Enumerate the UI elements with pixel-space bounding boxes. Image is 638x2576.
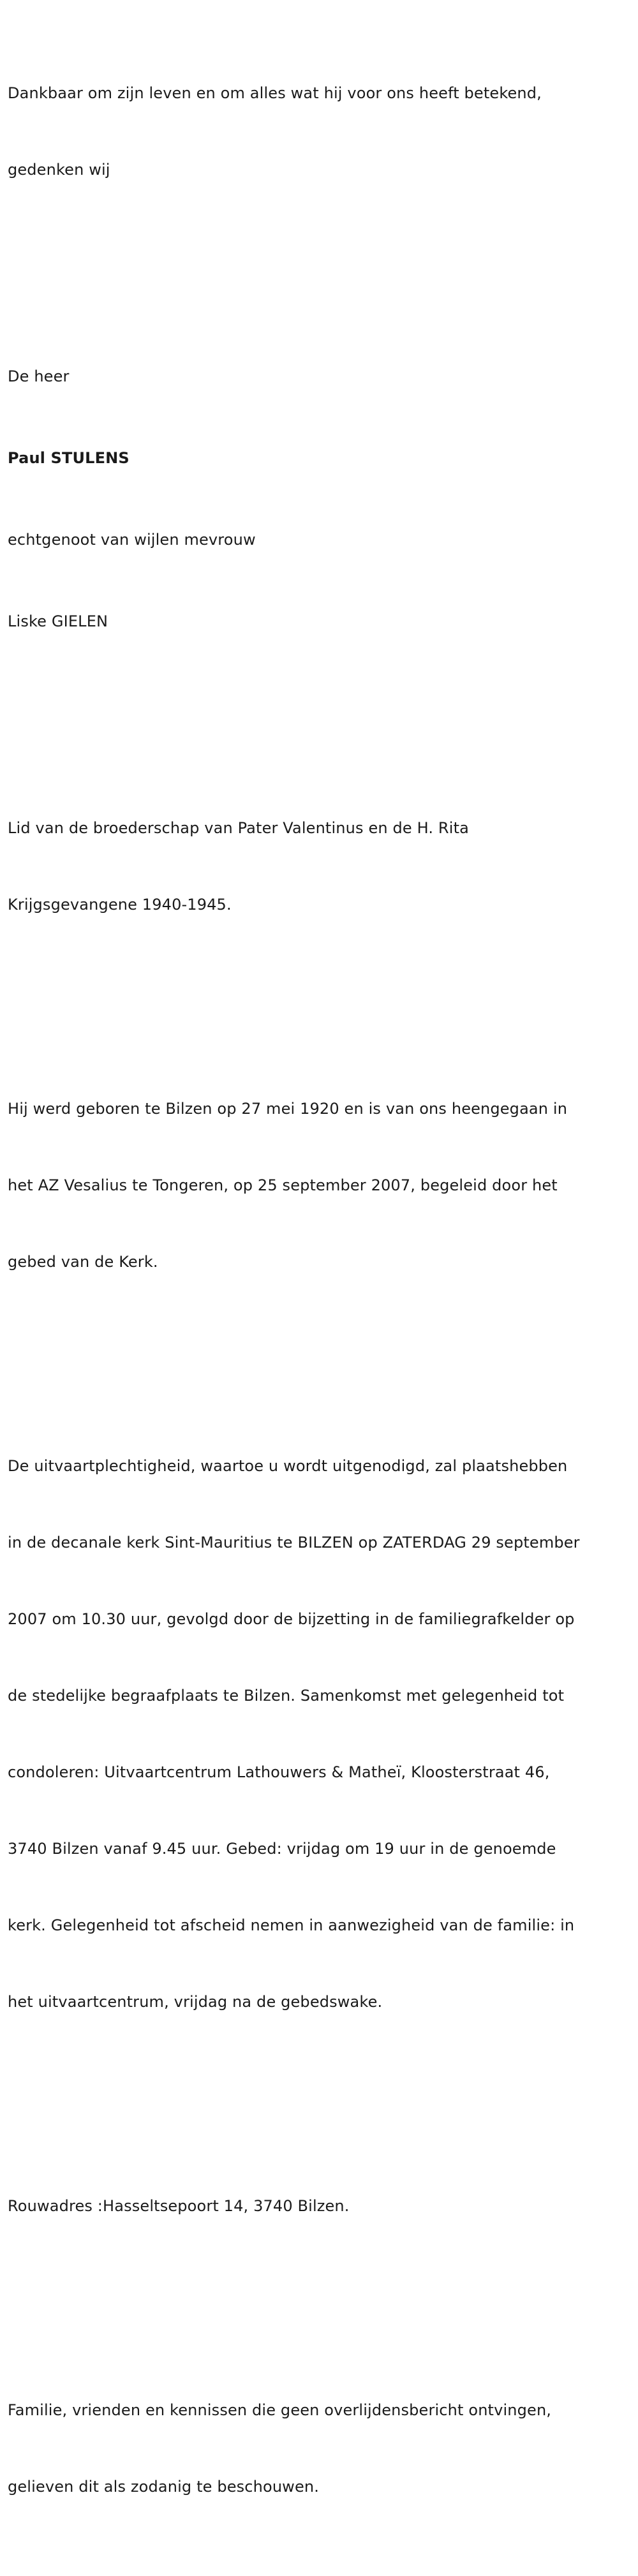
intro-line: Dankbaar om zijn leven en om alles wat hij voor ons heeft betekend, xyxy=(8,84,542,102)
closing-line: Familie, vrienden en kennissen die geen overlijdensbericht ontvingen, xyxy=(8,2401,552,2419)
deceased-name: Paul STULENS xyxy=(8,449,130,467)
funeral-line: 3740 Bilzen vanaf 9.45 uur. Gebed: vrijdag om 19 uur in de genoemde xyxy=(8,1840,556,1858)
paragraph-gap xyxy=(8,2091,630,2117)
closing-line: gelieven dit als zodanig te beschouwen. xyxy=(8,2478,320,2496)
funeral-line: De uitvaartplechtigheid, waartoe u wordt uitgenodigd, zal plaatshebben xyxy=(8,1457,568,1475)
membership-line: Krijgsgevangene 1940-1945. xyxy=(8,896,232,914)
birth-death-line: Hij werd geboren te Bilzen op 27 mei 1920 en is van ons heengegaan in xyxy=(8,1100,568,1118)
paragraph-gap xyxy=(8,1351,630,1377)
spouse-name: Liske GIELEN xyxy=(8,612,108,630)
spouse-prefix: echtgenoot van wijlen mevrouw xyxy=(8,531,256,549)
deceased-title: De heer xyxy=(8,367,70,385)
paragraph-gap xyxy=(8,2295,630,2321)
membership-line: Lid van de broederschap van Pater Valentinus en de H. Rita xyxy=(8,819,469,837)
obituary-text xyxy=(8,4,630,2576)
funeral-line: condoleren: Uitvaartcentrum Lathouwers & Matheï, Kloosterstraat 46, xyxy=(8,1763,550,1781)
funeral-line: de stedelijke begraafplaats te Bilzen. Samenkomst met gelegenheid tot xyxy=(8,1687,565,1705)
funeral-line: het uitvaartcentrum, vrijdag na de gebedswake. xyxy=(8,1993,383,2011)
funeral-line: 2007 om 10.30 uur, gevolgd door de bijzetting in de familiegrafkelder op xyxy=(8,1610,575,1628)
funeral-line: in de decanale kerk Sint-Mauritius te BILZEN op ZATERDAG 29 september xyxy=(8,1534,580,1551)
birth-death-line: het AZ Vesalius te Tongeren, op 25 september 2007, begeleid door het xyxy=(8,1176,558,1194)
mourning-address: Rouwadres :Hasseltsepoort 14, 3740 Bilzen. xyxy=(8,2197,350,2215)
paragraph-gap xyxy=(8,713,630,739)
birth-death-line: gebed van de Kerk. xyxy=(8,1253,158,1271)
funeral-line: kerk. Gelegenheid tot afscheid nemen in aanwezigheid van de familie: in xyxy=(8,1916,575,1934)
paragraph-gap xyxy=(8,259,630,285)
paragraph-gap xyxy=(8,994,630,1019)
intro-line: gedenken wij xyxy=(8,161,110,179)
